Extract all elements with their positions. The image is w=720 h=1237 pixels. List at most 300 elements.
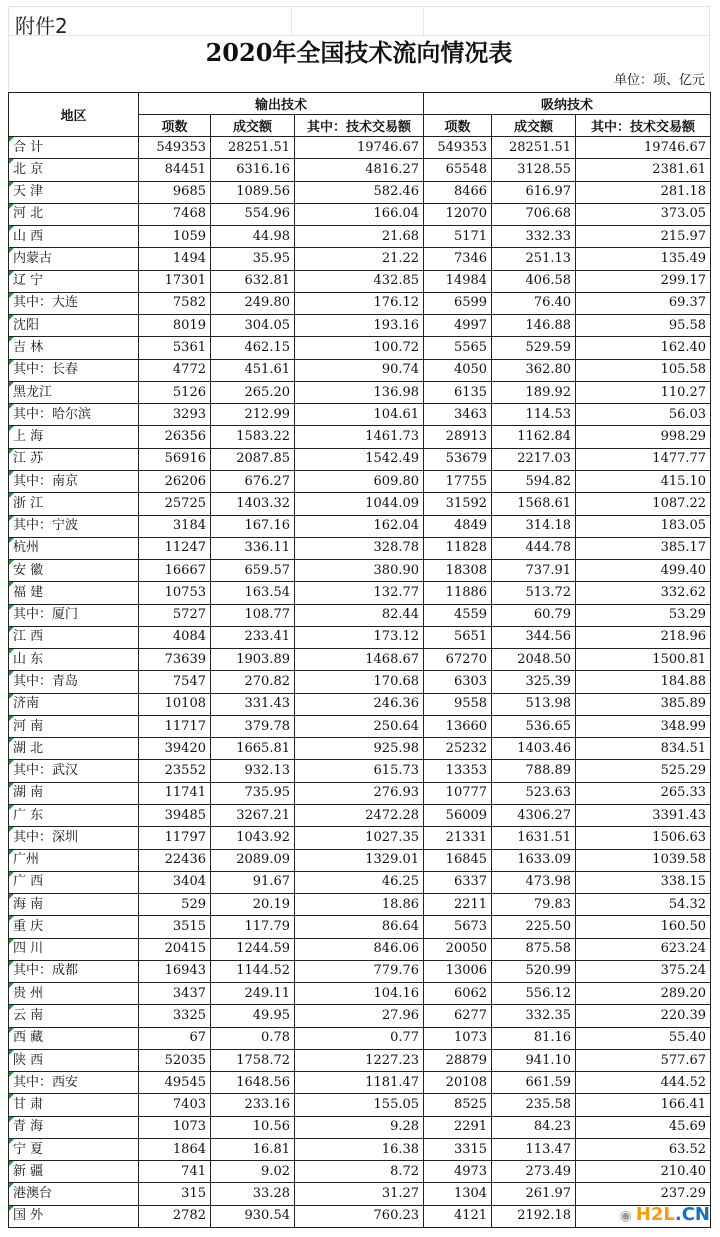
cell-o-value: 6316.16: [211, 159, 295, 181]
cell-o-count: 11717: [139, 715, 211, 737]
region-cell: 云 南: [9, 1005, 139, 1027]
cell-a-count: 4997: [424, 315, 492, 337]
cell-o-value: 462.15: [211, 337, 295, 359]
table-row: [9, 337, 711, 359]
cell-o-tech: 82.44: [295, 604, 424, 626]
region-cell: 内蒙古: [9, 248, 139, 270]
cell-o-count: 11741: [139, 782, 211, 804]
cell-o-count: 39420: [139, 738, 211, 760]
cell-o-value: 735.95: [211, 782, 295, 804]
region-cell: 重 庆: [9, 916, 139, 938]
cell-a-count: 21331: [424, 827, 492, 849]
cell-a-value: 4306.27: [492, 804, 576, 826]
cell-o-count: 7582: [139, 292, 211, 314]
cell-o-tech: 380.90: [295, 560, 424, 582]
cell-a-value: 28251.51: [492, 137, 576, 159]
cell-o-value: 379.78: [211, 715, 295, 737]
cell-o-value: 163.54: [211, 582, 295, 604]
cell-a-tech: 299.17: [576, 270, 711, 292]
cell-o-tech: 760.23: [295, 1205, 424, 1227]
cell-o-count: 73639: [139, 649, 211, 671]
cell-a-count: 5171: [424, 226, 492, 248]
table-row: [9, 1049, 711, 1071]
cell-a-value: 1568.61: [492, 493, 576, 515]
cell-o-count: 1073: [139, 1116, 211, 1138]
region-cell: 港澳台: [9, 1183, 139, 1205]
cell-o-count: 8019: [139, 315, 211, 337]
table-row: [9, 404, 711, 426]
cell-a-tech: 998.29: [576, 426, 711, 448]
cell-o-tech: 1461.73: [295, 426, 424, 448]
watermark-brand-b: .CN: [674, 1204, 710, 1225]
cell-o-count: 9685: [139, 181, 211, 203]
region-cell: 河 南: [9, 715, 139, 737]
cell-o-count: 16667: [139, 560, 211, 582]
table-row: [9, 827, 711, 849]
cell-a-value: 737.91: [492, 560, 576, 582]
cell-o-value: 233.16: [211, 1094, 295, 1116]
cell-a-count: 28913: [424, 426, 492, 448]
region-cell: 其中：西安: [9, 1072, 139, 1094]
cell-a-value: 225.50: [492, 916, 576, 938]
cell-a-value: 1633.09: [492, 849, 576, 871]
region-cell: 浙 江: [9, 493, 139, 515]
region-cell: 济南: [9, 693, 139, 715]
cell-a-count: 11828: [424, 537, 492, 559]
cell-a-value: 76.40: [492, 292, 576, 314]
cell-o-value: 2087.85: [211, 448, 295, 470]
cell-a-tech: 2381.61: [576, 159, 711, 181]
cell-o-count: 49545: [139, 1072, 211, 1094]
cell-a-count: 4050: [424, 359, 492, 381]
cell-o-count: 52035: [139, 1049, 211, 1071]
cell-a-count: 20050: [424, 938, 492, 960]
cell-a-value: 788.89: [492, 760, 576, 782]
cell-o-tech: 1044.09: [295, 493, 424, 515]
cell-a-count: 8525: [424, 1094, 492, 1116]
cell-a-value: 81.16: [492, 1027, 576, 1049]
cell-o-count: 7547: [139, 671, 211, 693]
region-cell: 广州: [9, 849, 139, 871]
table-row: [9, 426, 711, 448]
cell-o-value: 16.81: [211, 1138, 295, 1160]
table-row: [9, 1027, 711, 1049]
table-row: [9, 1072, 711, 1094]
cell-o-tech: 18.86: [295, 894, 424, 916]
cell-o-tech: 1227.23: [295, 1049, 424, 1071]
cell-o-value: 10.56: [211, 1116, 295, 1138]
cell-o-count: 3184: [139, 515, 211, 537]
region-cell: 其中：深圳: [9, 827, 139, 849]
cell-o-tech: 1181.47: [295, 1072, 424, 1094]
cell-o-tech: 90.74: [295, 359, 424, 381]
region-cell: 江 西: [9, 626, 139, 648]
cell-a-count: 4559: [424, 604, 492, 626]
cell-a-tech: 415.10: [576, 470, 711, 492]
region-cell: 其中：长春: [9, 359, 139, 381]
cell-a-tech: 338.15: [576, 871, 711, 893]
region-cell: 湖 南: [9, 782, 139, 804]
region-cell: 广 东: [9, 804, 139, 826]
region-cell: 其中：南京: [9, 470, 139, 492]
cell-a-tech: 162.40: [576, 337, 711, 359]
region-cell: 其中：厦门: [9, 604, 139, 626]
cell-o-value: 2089.09: [211, 849, 295, 871]
cell-o-count: 3515: [139, 916, 211, 938]
page-title: 2020年全国技术流向情况表: [8, 36, 710, 70]
cell-o-tech: 21.68: [295, 226, 424, 248]
cell-o-value: 451.61: [211, 359, 295, 381]
table-row: [9, 1138, 711, 1160]
cell-o-value: 932.13: [211, 760, 295, 782]
cell-a-tech: 55.40: [576, 1027, 711, 1049]
cell-o-count: 1864: [139, 1138, 211, 1160]
cell-a-value: 875.58: [492, 938, 576, 960]
table-row: [9, 1205, 711, 1227]
cell-a-tech: 289.20: [576, 983, 711, 1005]
cell-a-tech: 1500.81: [576, 649, 711, 671]
cell-a-value: 273.49: [492, 1161, 576, 1183]
cell-o-value: 265.20: [211, 381, 295, 403]
cell-a-tech: 525.29: [576, 760, 711, 782]
region-cell: 江 苏: [9, 448, 139, 470]
header-absorb-value: 成交额: [492, 115, 576, 137]
header-region: 地区: [9, 93, 139, 137]
cell-a-count: 5673: [424, 916, 492, 938]
region-cell: 安 徽: [9, 560, 139, 582]
region-cell: 陕 西: [9, 1049, 139, 1071]
cell-o-count: 2782: [139, 1205, 211, 1227]
region-cell: 河 北: [9, 203, 139, 225]
cell-o-value: 1043.92: [211, 827, 295, 849]
cell-o-tech: 8.72: [295, 1161, 424, 1183]
table-row: [9, 894, 711, 916]
cell-o-value: 91.67: [211, 871, 295, 893]
cell-a-count: 20108: [424, 1072, 492, 1094]
cell-o-tech: 86.64: [295, 916, 424, 938]
cell-a-count: 16845: [424, 849, 492, 871]
region-cell: 国 外: [9, 1205, 139, 1227]
cell-a-tech: 623.24: [576, 938, 711, 960]
cell-a-tech: 183.05: [576, 515, 711, 537]
cell-o-tech: 173.12: [295, 626, 424, 648]
cell-o-value: 0.78: [211, 1027, 295, 1049]
table-row: [9, 604, 711, 626]
cell-o-value: 331.43: [211, 693, 295, 715]
table-row: [9, 1094, 711, 1116]
table-row: [9, 292, 711, 314]
cell-o-count: 23552: [139, 760, 211, 782]
cell-a-count: 13006: [424, 960, 492, 982]
cell-a-count: 6303: [424, 671, 492, 693]
cell-o-count: 3293: [139, 404, 211, 426]
cell-o-tech: 925.98: [295, 738, 424, 760]
cell-o-count: 84451: [139, 159, 211, 181]
table-row: [9, 1005, 711, 1027]
cell-o-tech: 19746.67: [295, 137, 424, 159]
cell-o-tech: 2472.28: [295, 804, 424, 826]
region-cell: 宁 夏: [9, 1138, 139, 1160]
cell-o-tech: 779.76: [295, 960, 424, 982]
cell-a-value: 84.23: [492, 1116, 576, 1138]
region-cell: 其中：青岛: [9, 671, 139, 693]
table-row: [9, 582, 711, 604]
cell-a-value: 314.18: [492, 515, 576, 537]
cell-a-tech: 373.05: [576, 203, 711, 225]
cell-o-count: 56916: [139, 448, 211, 470]
cell-a-tech: 444.52: [576, 1072, 711, 1094]
cell-a-value: 473.98: [492, 871, 576, 893]
cell-a-count: 9558: [424, 693, 492, 715]
cell-o-count: 20415: [139, 938, 211, 960]
cell-o-value: 554.96: [211, 203, 295, 225]
table-row: [9, 983, 711, 1005]
table-row: [9, 159, 711, 181]
region-cell: 北 京: [9, 159, 139, 181]
cell-o-value: 117.79: [211, 916, 295, 938]
cell-a-tech: 281.18: [576, 181, 711, 203]
cell-a-value: 146.88: [492, 315, 576, 337]
region-cell: 天 津: [9, 181, 139, 203]
region-cell: 其中：大连: [9, 292, 139, 314]
cell-o-tech: 27.96: [295, 1005, 424, 1027]
cell-a-tech: 1039.58: [576, 849, 711, 871]
cell-a-value: 523.63: [492, 782, 576, 804]
cell-o-tech: 1027.35: [295, 827, 424, 849]
cell-a-value: 594.82: [492, 470, 576, 492]
cell-o-value: 108.77: [211, 604, 295, 626]
cell-a-count: 1304: [424, 1183, 492, 1205]
cell-a-tech: 105.58: [576, 359, 711, 381]
region-cell: 其中：武汉: [9, 760, 139, 782]
cell-o-count: 529: [139, 894, 211, 916]
header-output: 输出技术: [139, 93, 424, 115]
cell-o-count: 16943: [139, 960, 211, 982]
region-cell: 青 海: [9, 1116, 139, 1138]
region-cell: 沈阳: [9, 315, 139, 337]
cell-a-value: 706.68: [492, 203, 576, 225]
cell-o-tech: 615.73: [295, 760, 424, 782]
cell-a-value: 513.98: [492, 693, 576, 715]
cell-a-tech: 53.29: [576, 604, 711, 626]
cell-a-count: 3315: [424, 1138, 492, 1160]
cell-a-value: 529.59: [492, 337, 576, 359]
cell-a-tech: 63.52: [576, 1138, 711, 1160]
cell-a-tech: 1477.77: [576, 448, 711, 470]
table-row: [9, 181, 711, 203]
cell-o-value: 1144.52: [211, 960, 295, 982]
region-cell: 吉 林: [9, 337, 139, 359]
cell-a-tech: 385.89: [576, 693, 711, 715]
cell-o-count: 5727: [139, 604, 211, 626]
cell-a-value: 661.59: [492, 1072, 576, 1094]
region-cell: 其中：宁波: [9, 515, 139, 537]
cell-a-tech: 385.17: [576, 537, 711, 559]
cell-o-tech: 100.72: [295, 337, 424, 359]
cell-o-value: 28251.51: [211, 137, 295, 159]
cell-o-count: 741: [139, 1161, 211, 1183]
cell-a-value: 79.83: [492, 894, 576, 916]
cell-a-value: 189.92: [492, 381, 576, 403]
cell-o-value: 167.16: [211, 515, 295, 537]
attachment-label: 附件2: [15, 14, 68, 38]
cell-a-tech: 19746.67: [576, 137, 711, 159]
cell-a-count: 25232: [424, 738, 492, 760]
cell-a-value: 325.39: [492, 671, 576, 693]
cell-a-count: 5565: [424, 337, 492, 359]
region-cell: 西 藏: [9, 1027, 139, 1049]
cell-o-value: 1583.22: [211, 426, 295, 448]
cell-a-tech: 3391.43: [576, 804, 711, 826]
region-cell: 其中：哈尔滨: [9, 404, 139, 426]
cell-a-tech: 160.50: [576, 916, 711, 938]
cell-o-tech: 170.68: [295, 671, 424, 693]
table-row: [9, 137, 711, 159]
cell-o-tech: 31.27: [295, 1183, 424, 1205]
cell-o-count: 17301: [139, 270, 211, 292]
cell-a-value: 513.72: [492, 582, 576, 604]
cell-o-count: 7403: [139, 1094, 211, 1116]
cell-a-tech: 45.69: [576, 1116, 711, 1138]
cell-a-count: 4121: [424, 1205, 492, 1227]
cell-o-count: 39485: [139, 804, 211, 826]
cell-a-value: 1162.84: [492, 426, 576, 448]
cell-a-count: 18308: [424, 560, 492, 582]
cell-o-tech: 276.93: [295, 782, 424, 804]
table-row: [9, 470, 711, 492]
cell-o-value: 1089.56: [211, 181, 295, 203]
cell-a-count: 8466: [424, 181, 492, 203]
wechat-icon: ◉: [619, 1208, 632, 1224]
cell-a-value: 2192.18: [492, 1205, 576, 1227]
cell-a-value: 113.47: [492, 1138, 576, 1160]
cell-a-count: 11886: [424, 582, 492, 604]
cell-a-value: 406.58: [492, 270, 576, 292]
cell-o-value: 49.95: [211, 1005, 295, 1027]
cell-a-tech: 220.39: [576, 1005, 711, 1027]
cell-a-tech: 95.58: [576, 315, 711, 337]
cell-o-value: 212.99: [211, 404, 295, 426]
cell-a-value: 616.97: [492, 181, 576, 203]
table-row: [9, 782, 711, 804]
table-row: [9, 849, 711, 871]
cell-a-count: 56009: [424, 804, 492, 826]
cell-o-value: 33.28: [211, 1183, 295, 1205]
cell-o-tech: 155.05: [295, 1094, 424, 1116]
cell-a-value: 1403.46: [492, 738, 576, 760]
cell-o-count: 1494: [139, 248, 211, 270]
cell-a-value: 941.10: [492, 1049, 576, 1071]
region-cell: 广 西: [9, 871, 139, 893]
cell-a-tech: 499.40: [576, 560, 711, 582]
cell-a-value: 1631.51: [492, 827, 576, 849]
cell-a-count: 6277: [424, 1005, 492, 1027]
cell-o-value: 9.02: [211, 1161, 295, 1183]
cell-a-tech: 218.96: [576, 626, 711, 648]
technology-flow-table: [8, 92, 711, 1228]
cell-o-tech: 1542.49: [295, 448, 424, 470]
cell-a-value: 332.35: [492, 1005, 576, 1027]
cell-o-tech: 582.46: [295, 181, 424, 203]
cell-o-count: 4772: [139, 359, 211, 381]
cell-o-count: 3437: [139, 983, 211, 1005]
table-row: [9, 315, 711, 337]
cell-a-tech: 210.40: [576, 1161, 711, 1183]
cell-o-value: 659.57: [211, 560, 295, 582]
cell-o-count: 67: [139, 1027, 211, 1049]
cell-a-value: 536.65: [492, 715, 576, 737]
region-cell: 上 海: [9, 426, 139, 448]
cell-a-value: 261.97: [492, 1183, 576, 1205]
cell-o-value: 1665.81: [211, 738, 295, 760]
header-absorb-tech: 其中：技术交易额: [576, 115, 711, 137]
cell-o-value: 304.05: [211, 315, 295, 337]
cell-o-value: 35.95: [211, 248, 295, 270]
header-row-groups: [9, 93, 711, 115]
cell-a-count: 13353: [424, 760, 492, 782]
region-cell: 山 西: [9, 226, 139, 248]
cell-a-tech: 69.37: [576, 292, 711, 314]
region-cell: 黑龙江: [9, 381, 139, 403]
cell-o-count: 315: [139, 1183, 211, 1205]
table-row: [9, 515, 711, 537]
header-output-value: 成交额: [211, 115, 295, 137]
cell-o-tech: 104.16: [295, 983, 424, 1005]
table-row: [9, 448, 711, 470]
cell-o-tech: 609.80: [295, 470, 424, 492]
cell-a-count: 5651: [424, 626, 492, 648]
region-cell: 海 南: [9, 894, 139, 916]
cell-o-value: 1244.59: [211, 938, 295, 960]
cell-o-value: 676.27: [211, 470, 295, 492]
table-row: [9, 626, 711, 648]
cell-o-tech: 246.36: [295, 693, 424, 715]
cell-a-count: 10777: [424, 782, 492, 804]
cell-o-value: 1903.89: [211, 649, 295, 671]
cell-a-value: 520.99: [492, 960, 576, 982]
cell-a-tech: 332.62: [576, 582, 711, 604]
watermark: [620, 1204, 710, 1225]
cell-a-count: 53679: [424, 448, 492, 470]
cell-a-tech: 265.33: [576, 782, 711, 804]
cell-a-count: 17755: [424, 470, 492, 492]
table-row: [9, 381, 711, 403]
table-row: [9, 693, 711, 715]
table-row: [9, 938, 711, 960]
cell-a-count: 65548: [424, 159, 492, 181]
cell-a-value: 60.79: [492, 604, 576, 626]
cell-o-value: 930.54: [211, 1205, 295, 1227]
cell-a-value: 2217.03: [492, 448, 576, 470]
cell-a-value: 332.33: [492, 226, 576, 248]
cell-o-tech: 1468.67: [295, 649, 424, 671]
cell-o-count: 4084: [139, 626, 211, 648]
header-output-tech: 其中：技术交易额: [295, 115, 424, 137]
attachment-row: [8, 6, 710, 36]
unit-label: 单位：项、亿元: [8, 70, 710, 92]
cell-o-tech: 162.04: [295, 515, 424, 537]
cell-a-count: 7346: [424, 248, 492, 270]
header-absorb: 吸纳技术: [424, 93, 711, 115]
cell-o-value: 270.82: [211, 671, 295, 693]
cell-a-value: 556.12: [492, 983, 576, 1005]
region-cell: 新 疆: [9, 1161, 139, 1183]
cell-a-count: 6135: [424, 381, 492, 403]
region-cell: 福 建: [9, 582, 139, 604]
cell-o-count: 26356: [139, 426, 211, 448]
cell-o-tech: 846.06: [295, 938, 424, 960]
cell-o-tech: 4816.27: [295, 159, 424, 181]
